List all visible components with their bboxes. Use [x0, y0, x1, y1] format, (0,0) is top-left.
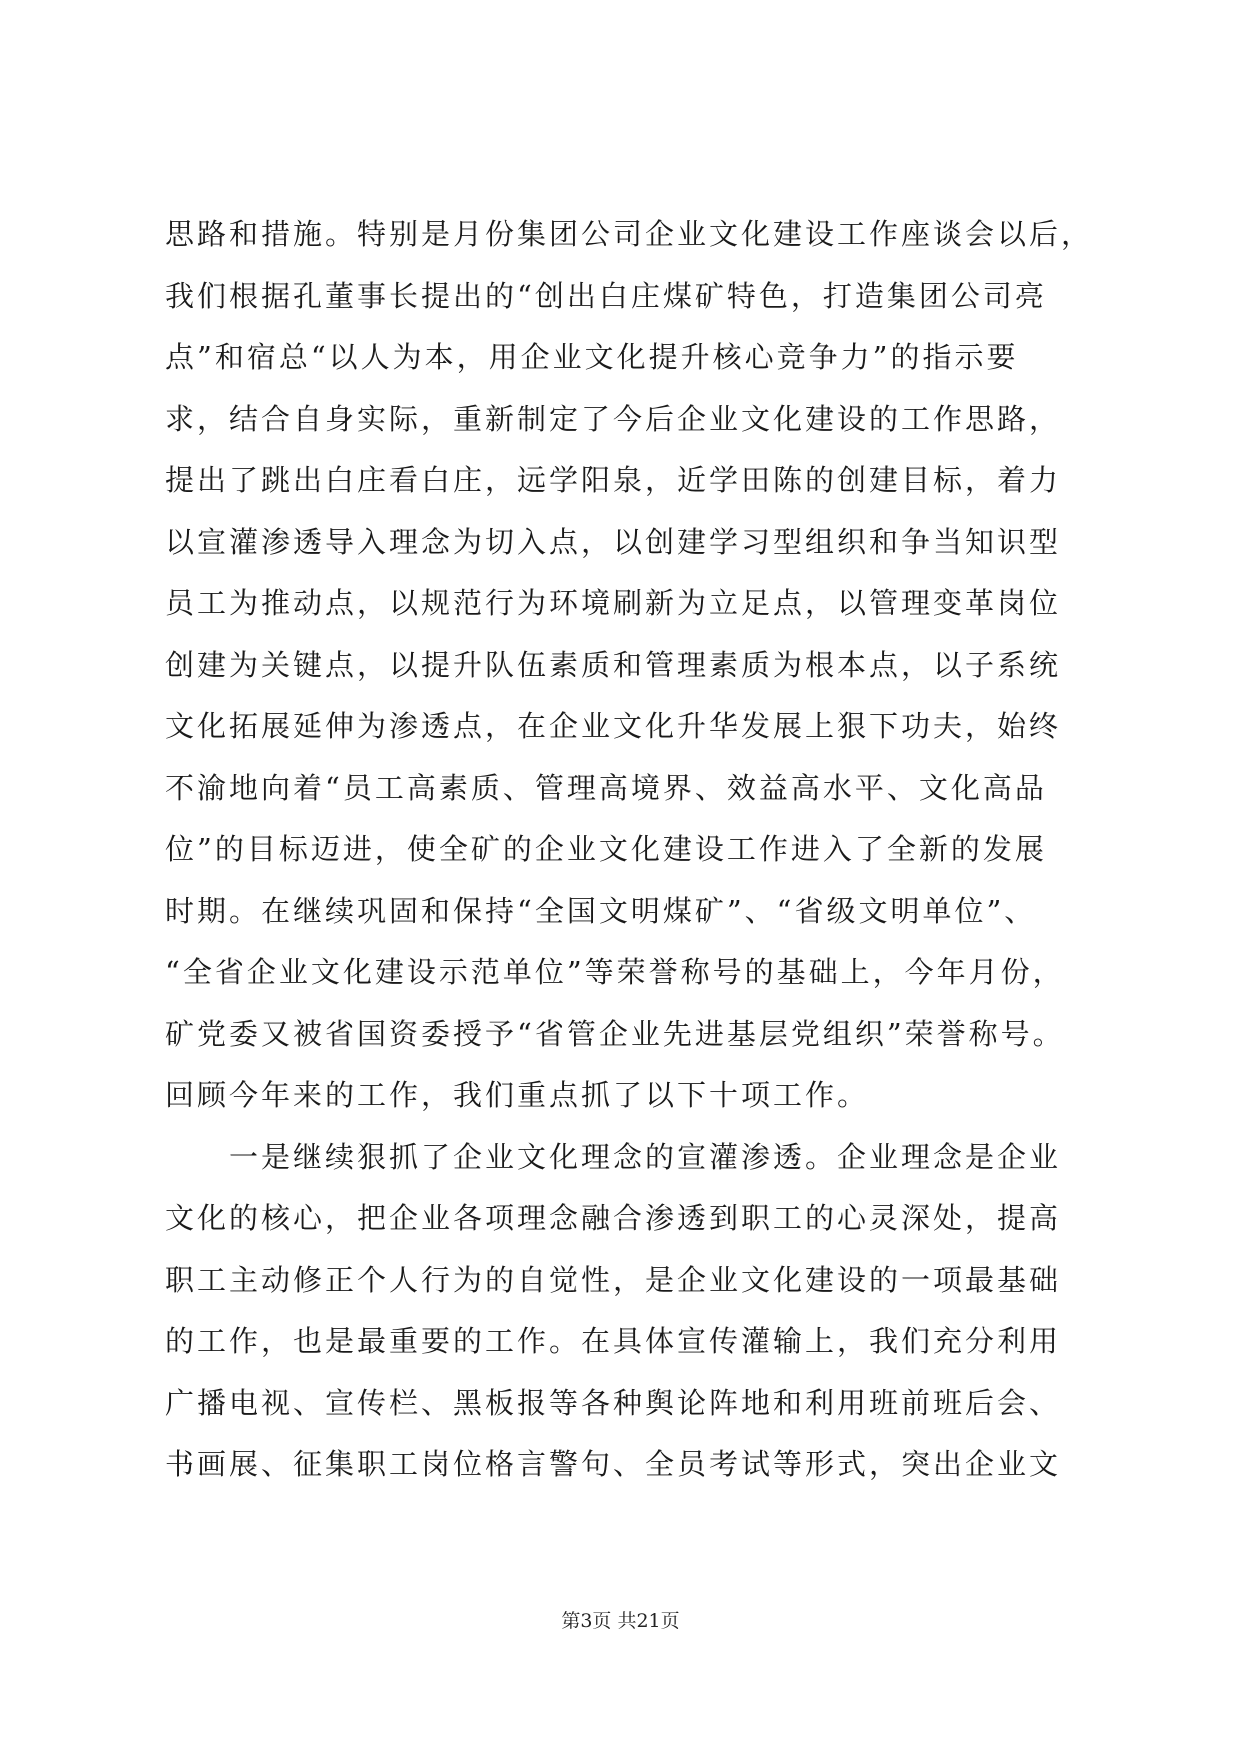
text-line: 一是继续狠抓了企业文化理念的宣灌渗透。企业理念是企业 — [165, 1139, 1062, 1174]
text-line: 点”和宿总“以人为本，用企业文化提升核心竞争力”的指示要 — [165, 340, 1019, 374]
text-line: 求，结合自身实际，重新制定了今后企业文化建设的工作思路， — [165, 401, 1062, 436]
text-line: 回顾今年来的工作，我们重点抓了以下十项工作。 — [165, 1078, 870, 1112]
text-line: 思路和措施。特别是月份集团公司企业文化建设工作座谈会以后， — [165, 217, 1094, 251]
text-line: 文化拓展延伸为渗透点，在企业文化升华发展上狠下功夫，始终 — [165, 709, 1062, 743]
text-line: 书画展、征集职工岗位格言警句、全员考试等形式，突出企业文 — [165, 1447, 1062, 1481]
text-line: 员工为推动点，以规范行为环境刷新为立足点，以管理变革岗位 — [165, 586, 1062, 620]
text-line: 职工主动修正个人行为的自觉性，是企业文化建设的一项最基础 — [165, 1262, 1062, 1297]
text-line: “全省企业文化建设示范单位”等荣誉称号的基础上，今年月份， — [165, 955, 1065, 989]
text-line: 我们根据孔董事长提出的“创出白庄煤矿特色，打造集团公司亮 — [165, 278, 1047, 313]
text-line: 以宣灌渗透导入理念为切入点，以创建学习型组织和争当知识型 — [165, 524, 1062, 559]
text-line: 不渝地向着“员工高素质、管理高境界、效益高水平、文化高品 — [165, 770, 1047, 805]
text-line: 创建为关键点，以提升队伍素质和管理素质为根本点，以子系统 — [165, 647, 1062, 682]
text-line: 时期。在继续巩固和保持“全国文明煤矿”、“省级文明单位”、 — [165, 893, 1037, 928]
text-line: 提出了跳出白庄看白庄，远学阳泉，近学田陈的创建目标，着力 — [165, 463, 1062, 497]
text-line: 矿党委又被省国资委授予“省管企业先进基层党组织”荣誉称号。 — [165, 1016, 1065, 1051]
text-line: 位”的目标迈进，使全矿的企业文化建设工作进入了全新的发展 — [165, 832, 1047, 866]
body-text — [165, 204, 1095, 1496]
text-line: 文化的核心，把企业各项理念融合渗透到职工的心灵深处，提高 — [165, 1201, 1062, 1235]
text-line: 广播电视、宣传栏、黑板报等各种舆论阵地和利用班前班后会、 — [165, 1385, 1062, 1420]
page-number-footer: 第3页 共21页 — [561, 1610, 680, 1632]
text-line: 的工作，也是最重要的工作。在具体宣传灌输上，我们充分利用 — [165, 1324, 1062, 1358]
